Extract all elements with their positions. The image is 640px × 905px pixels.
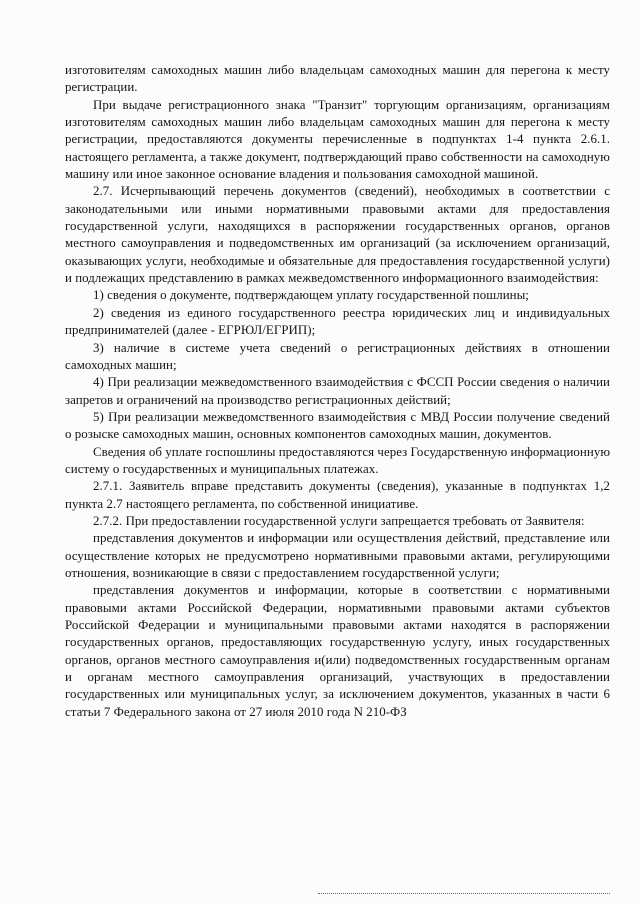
paragraph-prohibition-1: представления документов и информации или осуществления действий, представление или осуществление которых не предусмотрено нормативными правовыми актами, регулирующими отношения, возникающие в связи с предоставлением государственной услуги; xyxy=(65,531,610,580)
paragraph-continuation: изготовителям самоходных машин либо владельцам самоходных машин для перегона к месту регистрации. xyxy=(65,63,610,95)
list-item-3: 3) наличие в системе учета сведений о регистрационных действиях в отношении самоходных машин; xyxy=(65,340,610,372)
paragraph-fee-info: Сведения об уплате госпошлины предоставляются через Государственную информационную систему о государственных и муниципальных платежах. xyxy=(65,444,610,476)
paragraph-section-2-7-2: 2.7.2. При предоставлении государственной услуги запрещается требовать от Заявителя: xyxy=(93,513,585,528)
footer-dotted-rule xyxy=(318,893,610,894)
list-item-4: 4) При реализации межведомственного взаимодействия с ФССП России сведения о наличии запретов и ограничений на производство регистрационных действий; xyxy=(65,375,610,407)
paragraph-section-2-7: 2.7. Исчерпывающий перечень документов (сведений), необходимых в соответствии с законодательными или иными нормативными правовыми актами для предоставления государственной услуги, находящихся в распоряжении государственных органов, органов местного самоуправления и подведомственных им организаций (за исключением организаций, оказывающих услуги, необходимые и обязательные для предоставления государственной услуги) и подлежащих представлению в рамках межведомственного информационного взаимодействия: xyxy=(65,184,610,286)
paragraph-section-2-7-1: 2.7.1. Заявитель вправе представить документы (сведения), указанные в подпунктах 1,2 пункта 2.7 настоящего регламента, по собственной инициативе. xyxy=(65,479,610,511)
list-item-2: 2) сведения из единого государственного реестра юридических лиц и индивидуальных предпринимателей (далее - ЕГРЮЛ/ЕГРИП); xyxy=(65,305,610,338)
document-body xyxy=(65,62,610,721)
list-item-1: 1) сведения о документе, подтверждающем уплату государственной пошлины; xyxy=(93,288,529,303)
list-item-5: 5) При реализации межведомственного взаимодействия с МВД России получение сведений о розыске самоходных машин, основных компонентов самоходных машин, документов. xyxy=(65,409,610,442)
paragraph-prohibition-2: представления документов и информации, которые в соответствии с нормативными правовыми актами Российской Федерации, нормативными правовыми актами субъектов Российской Федерации и муниципальными правовыми актами находятся в распоряжении государственных органов, предоставляющих государственную услугу, иных государственных органов, органов местного самоуправления и(или) подведомственных государственным органам и органам местного самоуправления организаций, участвующих в предоставлении государственных или муниципальных услуг, за исключением документов, указанных в части 6 статьи 7 Федерального закона от 27 июля 2010 года N 210-ФЗ xyxy=(65,583,610,719)
paragraph-transit-plate: При выдаче регистрационного знака "Транзит" торгующим организациям, организациям изготовителям самоходных машин либо владельцам самоходных машин для перегона к месту регистрации, предоставляются документы перечисленные в подпунктах 1-4 пункта 2.6.1. настоящего регламента, а также документ, подтверждающий право собственности на самоходную машину или иное законное основание владения и пользования самоходной машиной. xyxy=(65,97,610,182)
